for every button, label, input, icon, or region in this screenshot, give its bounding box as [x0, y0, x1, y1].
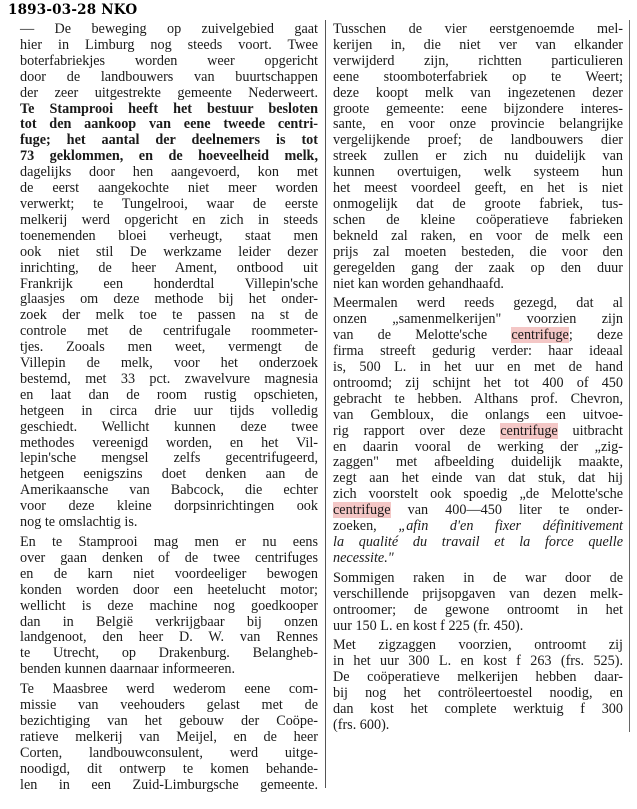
text-line: benden kunnen daarnaar informeeren.	[20, 661, 236, 678]
search-highlight: centrifuge	[511, 327, 569, 344]
text-line: zoek der melk toe te passen na st de	[20, 307, 318, 324]
text-line: van de Melotte'sche centrifuge; deze	[333, 327, 623, 344]
paragraph	[333, 571, 623, 635]
paragraph	[333, 638, 623, 733]
text-line: in het uur 300 L. en kost f 263 (frs. 525).	[333, 653, 623, 670]
paragraph	[20, 22, 318, 531]
text-line: tot den aankoop van eene tweede centri-	[20, 116, 318, 133]
text-line: bekneld zal raken, en voor de melk een	[333, 227, 623, 244]
text-line: — De beweging op zuivelgebied gaat	[20, 21, 318, 37]
paragraph	[333, 296, 623, 566]
text-line: over gaan denken of de twee centrifuges	[20, 549, 318, 566]
text-line: zegt aan het einde van dat stuk, dat hij	[333, 470, 623, 487]
text-line: prijs zal moeten besteden, die voor den	[333, 243, 623, 260]
text-line: dagelijks door hen aangevoerd, kon met	[20, 164, 318, 181]
text-line: methodes vereenigd worden, en het Vil-	[20, 434, 318, 451]
text-line: Corten, landbouwconsulent, werd uitge-	[20, 744, 318, 761]
text-line: glaasjes om deze methode bij het onder-	[20, 291, 318, 308]
paragraph	[20, 535, 318, 678]
text-line: zich voorstelt ook spoedig „de Melotte'sche	[333, 486, 623, 503]
text-line: lepin'sche mengsel zelfs gecentrifugeerd,	[20, 450, 318, 467]
text-line: onmogelijk dat de groote fabriek, tus-	[333, 195, 623, 212]
text-line: dan kost het complete werktuig f 300	[333, 701, 623, 718]
page-header: 1893-03-28 NKO	[8, 2, 138, 18]
text-line: vergelijkende proef; de landbouwers dier	[333, 132, 623, 149]
text-line: Te Stamprooi heeft het bestuur besloten	[20, 100, 318, 117]
text-line: uur 150 L. en kost f 225 (fr. 450).	[333, 617, 524, 634]
text-line: verschillende prijsopgaven van dezen melk-	[333, 585, 623, 602]
text-line: verwerkt; te Tungelrooi, waar de eerste	[20, 195, 318, 212]
text-line: firma streeft gedurig verder: haar ideaal	[333, 343, 623, 360]
text-line: Te Maasbree werd wederom eene com-	[20, 681, 318, 698]
text-line: missie van veehouders gelast met de	[20, 697, 318, 714]
text-line: zoeken, „afin d'en fixer définitivement	[333, 518, 623, 535]
text-line: rig rapport over deze centrifuge uitbracht	[333, 422, 623, 439]
text-line: en daarin vooral de werking der „zig-	[333, 438, 623, 455]
text-line: Met zigzaggen voorzien, ontroomt zij	[333, 637, 623, 654]
text-line: wellicht is deze machine nog goedkooper	[20, 597, 318, 614]
left-column	[20, 22, 318, 794]
text-line: kerijen in, die niet ver van elkander	[333, 36, 623, 53]
text-line: van Gembloux, die onlangs een uitvoe-	[333, 406, 623, 423]
text-line: zaggen" met afbeelding duidelijk maakte,	[333, 454, 623, 471]
text-line: ratieve melkerij van Meijel, en de heer	[20, 728, 318, 745]
text-line: noodigd, dit ontwerp te komen behande-	[20, 760, 318, 777]
right-column	[333, 22, 623, 734]
paragraph	[20, 682, 318, 793]
text-line: 73 geklommen, en de hoeveelheid melk,	[20, 148, 318, 165]
text-line: ontroomer; de gewone ontroomt in het	[333, 601, 623, 618]
text-line: door de landbouwers van buurtschappen	[20, 68, 318, 85]
text-line: kunnen overtuigen, welk systeem hun	[333, 164, 623, 181]
text-line: hetgeen in circa drie uur tijds volledig	[20, 402, 318, 419]
text-line: toenemenden bloei verheugt, staat men	[20, 227, 318, 244]
text-line: hetgeen eenigszins doet denken aan de	[20, 466, 318, 483]
text-line: Frankrijk een honderdtal Villepin'sche	[20, 275, 318, 292]
text-line: melkerij werd opgericht en zich in steeds	[20, 211, 318, 228]
text-line: bij nog het contröleertoestel noodig, en	[333, 685, 623, 702]
text-line: len in een Zuid-Limburgsche gemeente.	[20, 776, 318, 793]
text-line: is, 500 L. in het uur en met de hand	[333, 359, 623, 376]
text-line: en de karn niet voordeeliger bewogen	[20, 565, 318, 582]
text-line: ontroomd; zij schijnt het tot 400 of 450	[333, 374, 623, 391]
text-line: En te Stamprooi mag men er nu eens	[20, 534, 318, 550]
text-line: sante, en voor onze provincie belangrijke	[333, 116, 623, 133]
text-line: fuge; het aantal der deelnemers is tot	[20, 132, 318, 149]
text-line: tjes. Zooals men weet, vermengt de	[20, 339, 318, 356]
text-line: de eerst aangekochte niet meer worden	[20, 180, 318, 197]
italic-quote: „afin d'en fixer définitivement	[398, 518, 623, 535]
text-line: bezichtiging van het gebouw der Coöpe-	[20, 712, 318, 729]
text-line: voor deze kleine dorpsinrichtingen ook	[20, 498, 318, 515]
text-line: te Utrecht, op Drakenburg. Belangheb-	[20, 645, 318, 662]
column-rule	[325, 20, 326, 788]
text-line: Tusschen de vier eerstgenoemde mel-	[333, 21, 623, 37]
text-line: centrifuge van 400—450 liter te onder-	[333, 502, 623, 519]
text-line: controle met de centrifugale roommeter-	[20, 323, 318, 340]
text-line: streek zullen er zich nu duidelijk van	[333, 148, 623, 165]
text-line: la qualité du travail et la force quelle	[333, 534, 623, 550]
text-line: ook niet stil De werkzame leider dezer	[20, 243, 318, 260]
text-line: inrichting, de heer Ament, ontbood uit	[20, 259, 318, 276]
text-line: gebracht te hebben. Althans prof. Chevron,	[333, 390, 623, 407]
text-line: necessite."	[333, 549, 394, 566]
text-line: verwijderd zijn, richtten particulieren	[333, 52, 623, 69]
text-line: Villepin de melk, voor het onderzoek	[20, 355, 318, 372]
text-line: Meermalen werd reeds gezegd, dat al	[333, 295, 623, 312]
text-line: hier in Limburg nog steeds voort. Twee	[20, 36, 318, 53]
text-line: deze koopt melk van ingezetenen dezer	[333, 84, 623, 101]
text-line: dan in België verkrijgbaar bij onzen	[20, 613, 318, 630]
text-line: geschiedt. Wellicht kunnen deze twee	[20, 418, 318, 435]
text-line: Amerikaansche van Babcock, die echter	[20, 482, 318, 499]
text-line: boterfabriekjes worden weer opgericht	[20, 52, 318, 69]
text-line: (frs. 600).	[333, 716, 390, 733]
right-border	[629, 20, 630, 732]
text-line: nog te omslachtig is.	[20, 514, 138, 531]
text-line: niet kan worden gehandhaafd.	[333, 275, 504, 292]
text-line: het meest voordeel geeft, en het is niet	[333, 180, 623, 197]
text-line: De coöperatieve melkerijen hebben daar-	[333, 669, 623, 686]
text-line: eene stoomboterfabriek op te Weert;	[333, 68, 623, 85]
search-highlight: centrifuge	[333, 502, 391, 519]
text-line: bestemd, met 33 pct. zwavelvure magnesia	[20, 370, 318, 387]
text-line: en laat dan de room rustig opschieten,	[20, 386, 318, 403]
text-line: konden worden door een heetelucht motor;	[20, 581, 318, 598]
text-line: schen de kleine coöperatieve fabrieken	[333, 211, 623, 228]
text-line: onzen „samenmelkerijen" voorzien zijn	[333, 311, 623, 328]
search-highlight: centrifuge	[500, 422, 558, 439]
text-line: groote gemeente: eene bijzondere interes-	[333, 100, 623, 117]
text-line: geregelden gang der zaak op den duur	[333, 259, 623, 276]
text-line: landgenoot, den heer D. W. van Rennes	[20, 629, 318, 646]
paragraph	[333, 22, 623, 292]
text-line: der zeer uitgestrekte gemeente Nederweert.	[20, 84, 318, 101]
text-line: Sommigen raken in de war door de	[333, 569, 623, 586]
